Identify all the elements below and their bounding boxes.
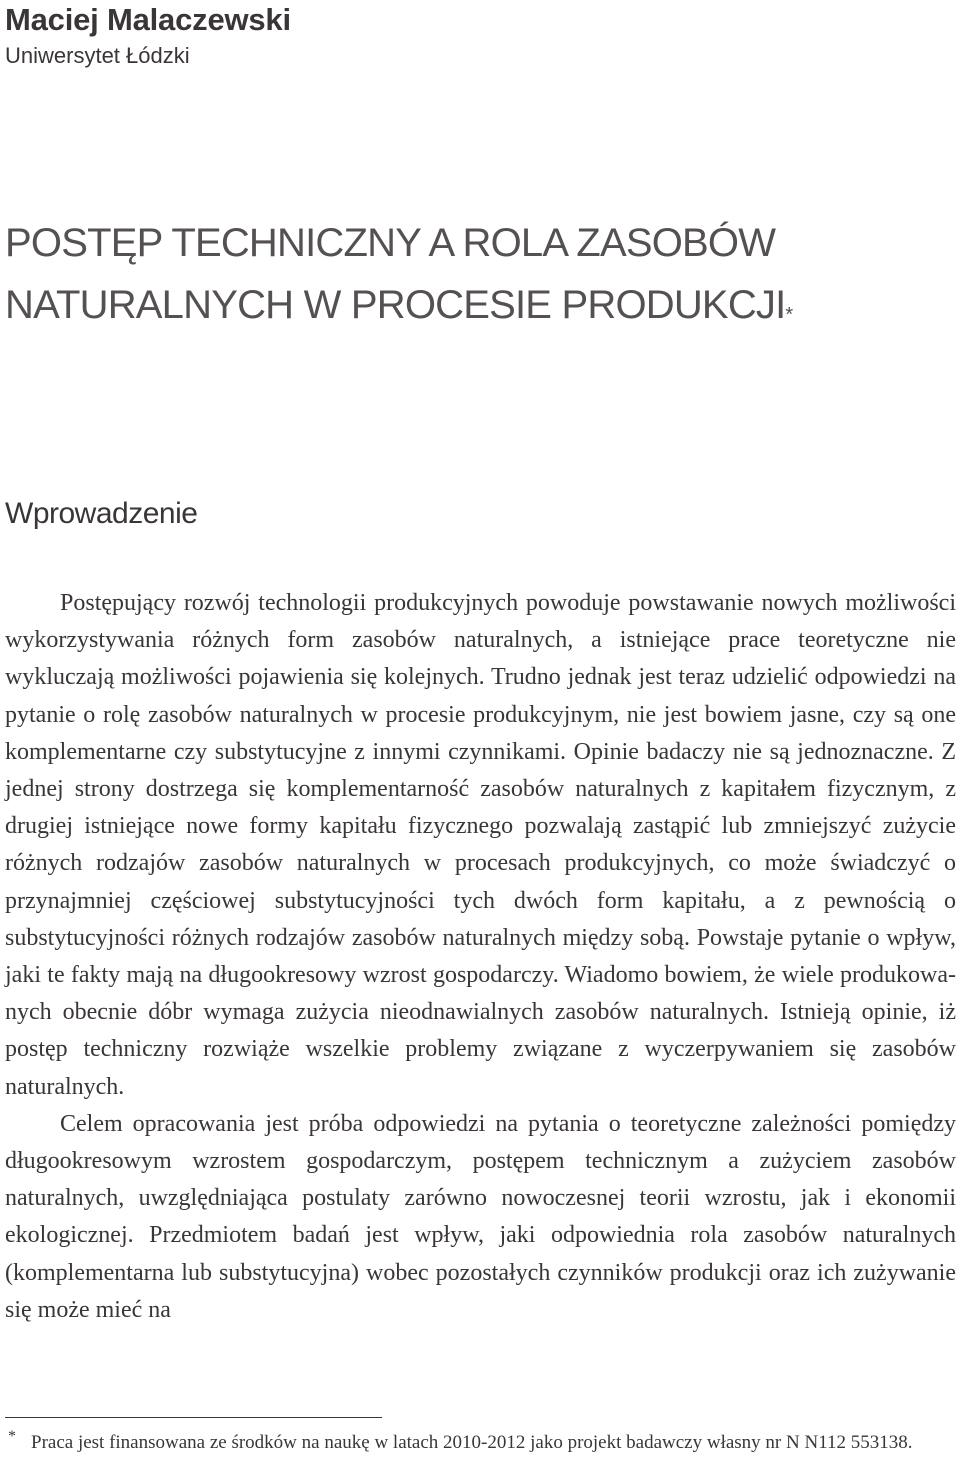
paragraph: Postępujący rozwój technologii produkcyjnych powoduje powstawanie nowych możliwości wykorzystywania różnych form zasobów naturalnych, a istniejące prace teoretyczne nie wykluczają możliwości pojawienia się kolejnych. Trudno jednak jest teraz udzielić odpowiedzi na pytanie o rolę zasobów naturalnych w procesie produkcyjnym, nie jest bowiem jasne, czy są one komplementarne czy substytucyjne z innymi czynnikami. Opinie badaczy nie są jednoznaczne. Z jednej strony dostrzega się komplementarność zasobów naturalnych z kapitałem fizycznym, z drugiej istniejące nowe formy kapitału fizycznego pozwalają zastąpić lub zmniejszyć zużycie różnych rodzajów zasobów naturalnych w procesach produkcyjnych, co może świadczyć o przynajmniej częściowej substytucyjności tych dwóch form kapitału, a z pewnością o substytucyjności różnych rodzajów zasobów naturalnych między sobą. Powstaje pytanie o wpływ, jaki te fakty mają na długookresowy wzrost gospodarczy. Wiadomo bowiem, że wiele produkowanych obecnie dóbr wymaga zużycia nieodnawialnych zasobów naturalnych. Istnieją opinie, iż postęp techniczny rozwiąże wszelkie problemy związane z wyczerpywaniem się zasobów naturalnych. <box>5 590 956 1100</box>
paragraph: Celem opracowania jest próba odpowiedzi na pytania o teoretyczne zależności pomiędzy długookresowym wzrostem gospodarczym, postępem technicznym a zużyciem zasobów naturalnych, uwzględniająca postulaty zarówno nowoczesnej teorii wzrostu, jak i ekonomii ekologicznej. Przedmiotem badań jest wpływ, jaki odpowiednia rola zasobów naturalnych (komplementarna lub substytucyjna) wobec pozostałych czynników produkcji oraz ich zużywanie się może mieć na <box>5 1110 956 1323</box>
author-affiliation: Uniwersytet Łódzki <box>5 43 190 68</box>
section-heading: Wprowadzenie <box>5 497 198 530</box>
article-title-line-2: NATURALNYCH W PROCESIE PRODUKCJI <box>5 283 786 327</box>
article-title <box>5 212 792 336</box>
author-name: Maciej Malaczewski <box>5 2 291 37</box>
body-text <box>5 585 956 1329</box>
footnote-divider <box>5 1417 382 1418</box>
footnote-marker: * <box>8 1428 16 1445</box>
article-title-line-1: POSTĘP TECHNICZNY A ROLA ZASOBÓW <box>5 221 776 265</box>
footnote <box>5 1430 956 1456</box>
footnote-text: Praca jest finansowana ze środków na naukę w latach 2010-2012 jako projekt badawczy własny nr N N112 553138. <box>31 1432 913 1453</box>
title-footnote-marker: * <box>785 304 793 326</box>
